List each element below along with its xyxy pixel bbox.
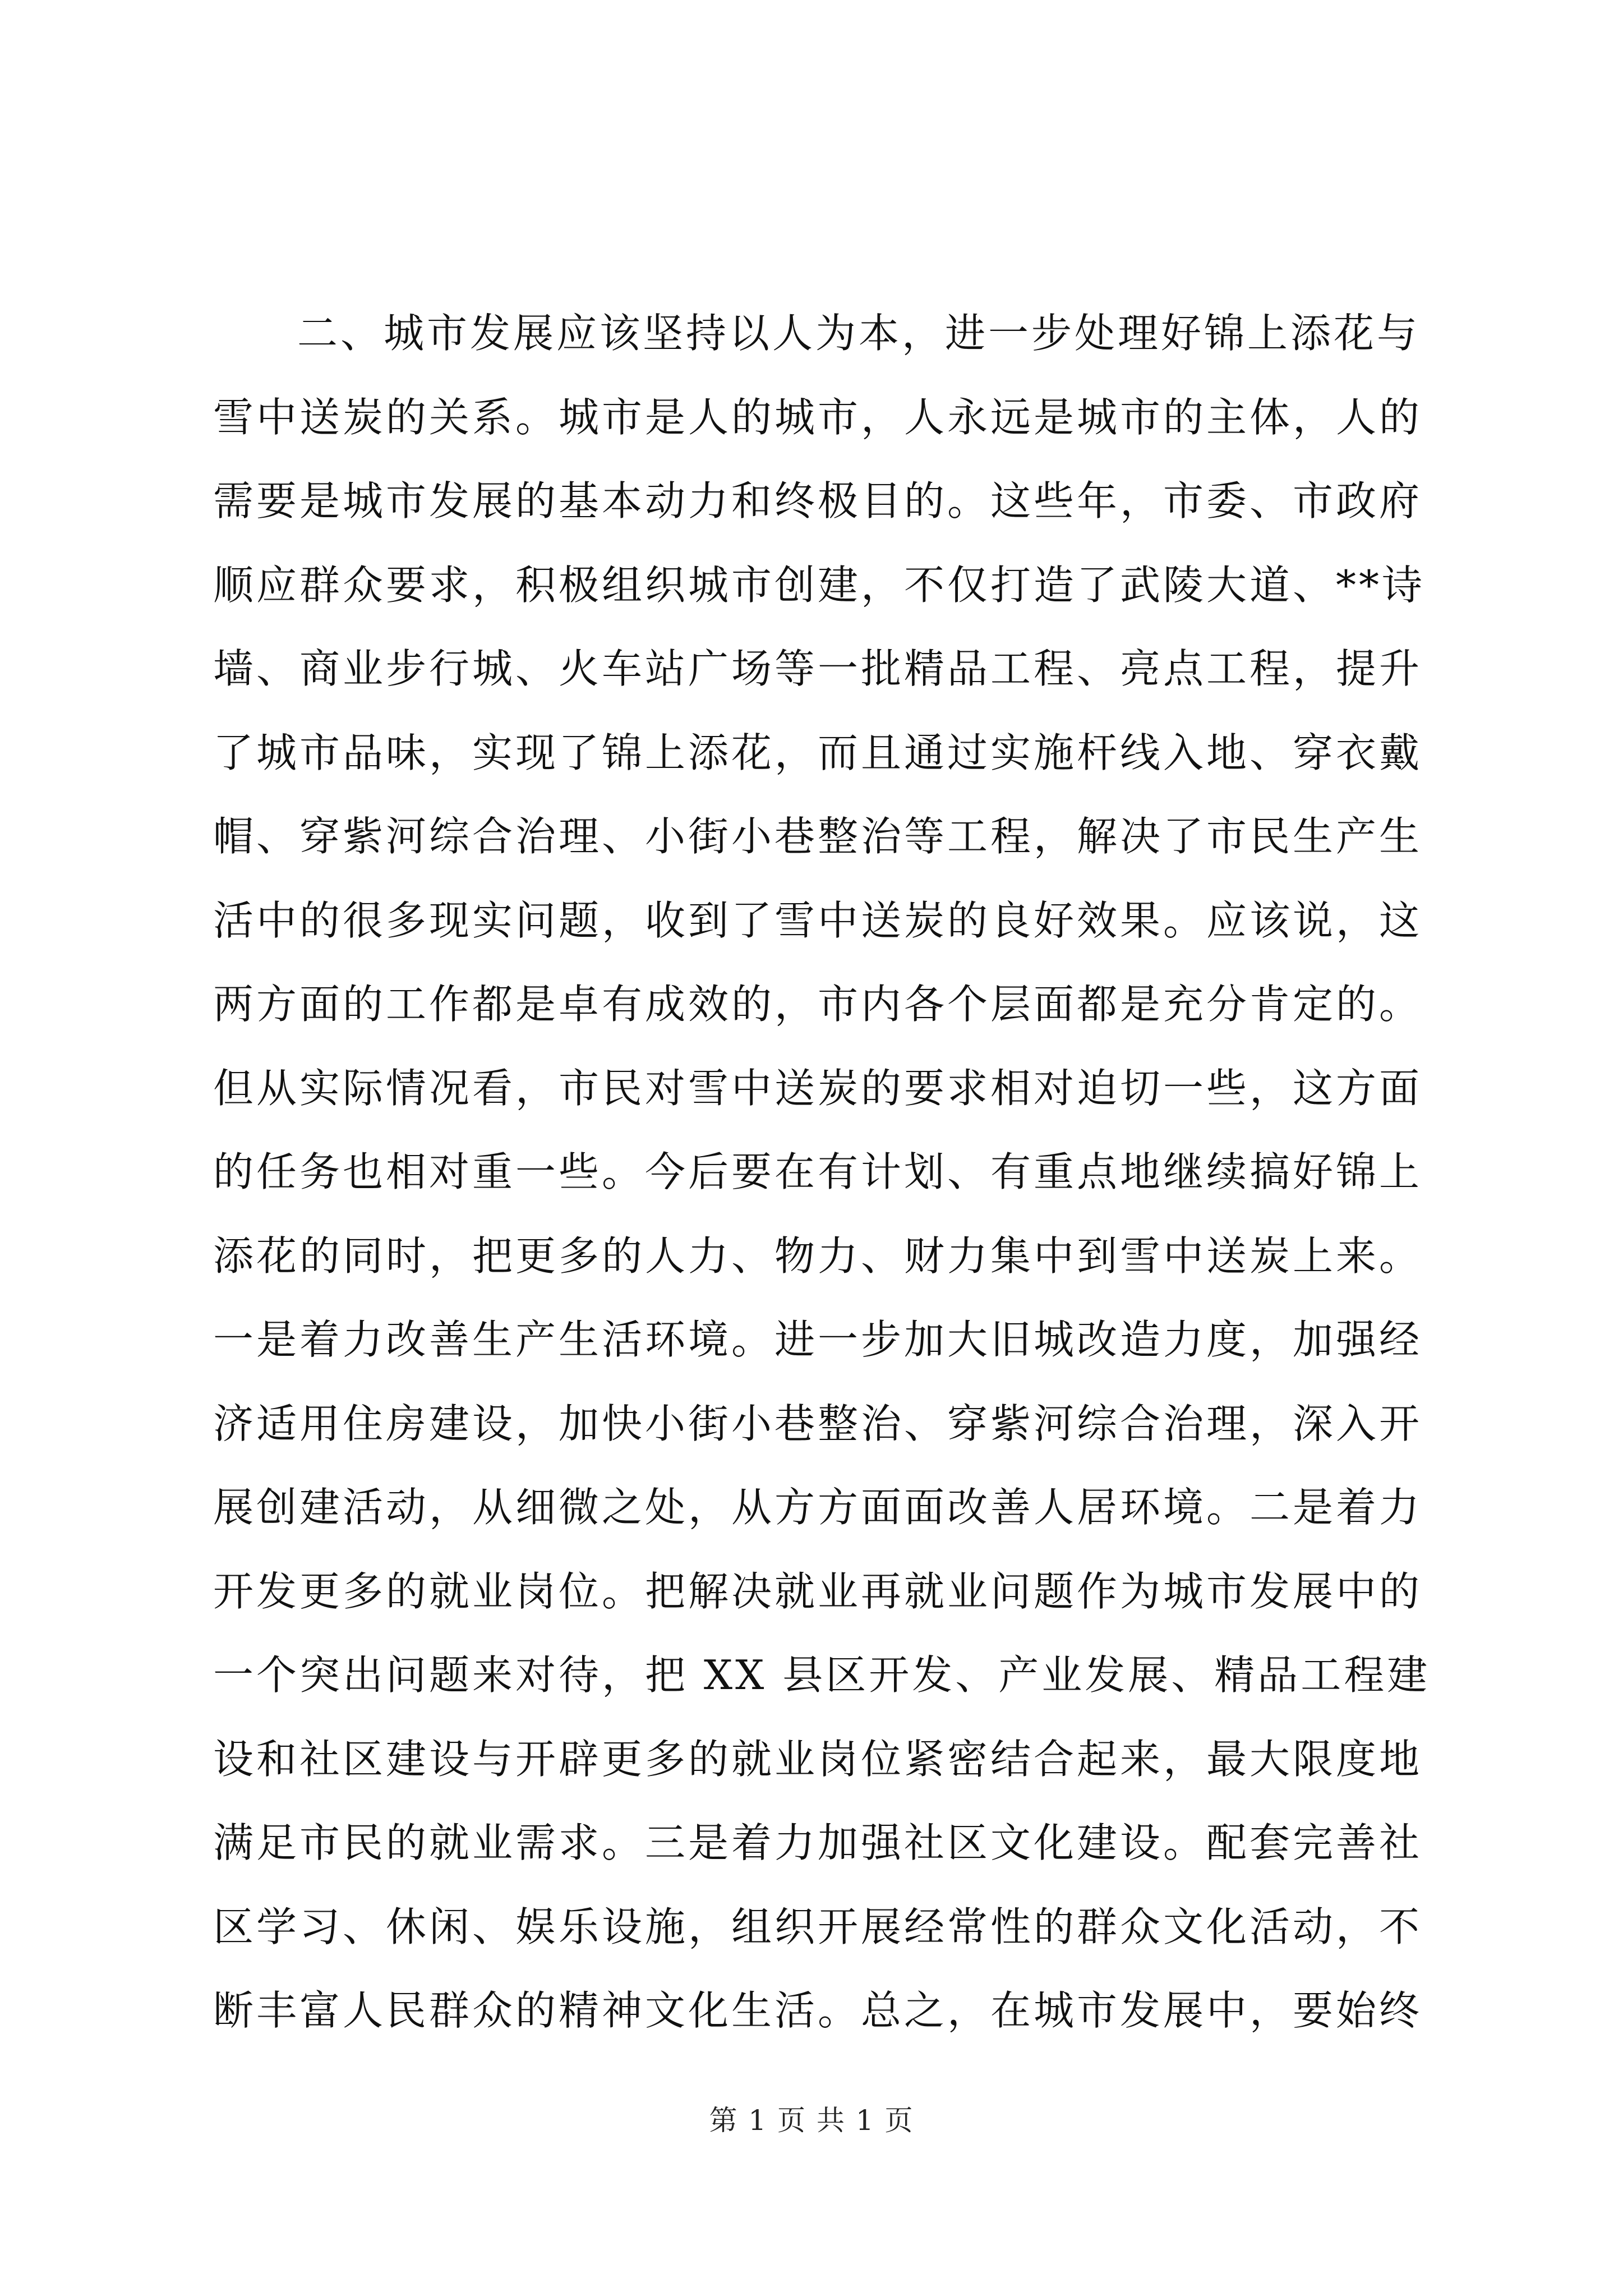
text-line: 一是着力改善生产生活环境。进一步加大旧城改造力度，加强经: [213, 1316, 1423, 1363]
text-line: 但从实际情况看，市民对雪中送炭的要求相对迫切一些，这方面: [213, 1064, 1423, 1112]
text-line: 两方面的工作都是卓有成效的，市内各个层面都是充分肯定的。: [213, 981, 1423, 1028]
body-paragraph: [213, 292, 1431, 2053]
text-line: 的任务也相对重一些。今后要在有计划、有重点地继续搞好锦上: [213, 1148, 1423, 1195]
text-line: 区学习、休闲、娱乐设施，组织开展经常性的群众文化活动，不: [213, 1903, 1423, 1950]
text-line: 断丰富人民群众的精神文化生活。总之，在城市发展中，要始终: [213, 1987, 1423, 2034]
text-line: 雪中送炭的关系。城市是人的城市，人永远是城市的主体，人的: [213, 393, 1423, 441]
page-footer: [0, 2101, 1623, 2140]
text-line: 帽、穿紫河综合治理、小街小巷整治等工程，解决了市民生产生: [213, 813, 1423, 860]
text-line: 顺应群众要求，积极组织城市创建，不仅打造了武陵大道、**诗: [213, 561, 1426, 609]
text-line: 墙、商业步行城、火车站广场等一批精品工程、亮点工程，提升: [213, 645, 1423, 692]
text-line: 添花的同时，把更多的人力、物力、财力集中到雪中送炭上来。: [213, 1232, 1423, 1280]
page-number-label: 第 1 页 共 1 页: [709, 2104, 914, 2137]
text-line: 二、城市发展应该坚持以人为本，进一步处理好锦上添花与: [297, 310, 1421, 357]
text-line: 设和社区建设与开辟更多的就业岗位紧密结合起来，最大限度地: [213, 1735, 1423, 1783]
text-line: 开发更多的就业岗位。把解决就业再就业问题作为城市发展中的: [213, 1567, 1423, 1615]
text-line: 活中的很多现实问题，收到了雪中送炭的良好效果。应该说，这: [213, 896, 1423, 944]
text-line: 济适用住房建设，加快小街小巷整治、穿紫河综合治理，深入开: [213, 1400, 1423, 1447]
text-line: 需要是城市发展的基本动力和终极目的。这些年，市委、市政府: [213, 477, 1423, 524]
text-line: 满足市民的就业需求。三是着力加强社区文化建设。配套完善社: [213, 1819, 1423, 1866]
text-line: 一个突出问题来对待，把 XX 县区开发、产业发展、精品工程建: [213, 1651, 1431, 1699]
text-line: 展创建活动，从细微之处，从方方面面改善人居环境。二是着力: [213, 1484, 1423, 1531]
text-line: 了城市品味，实现了锦上添花，而且通过实施杆线入地、穿衣戴: [213, 729, 1423, 776]
